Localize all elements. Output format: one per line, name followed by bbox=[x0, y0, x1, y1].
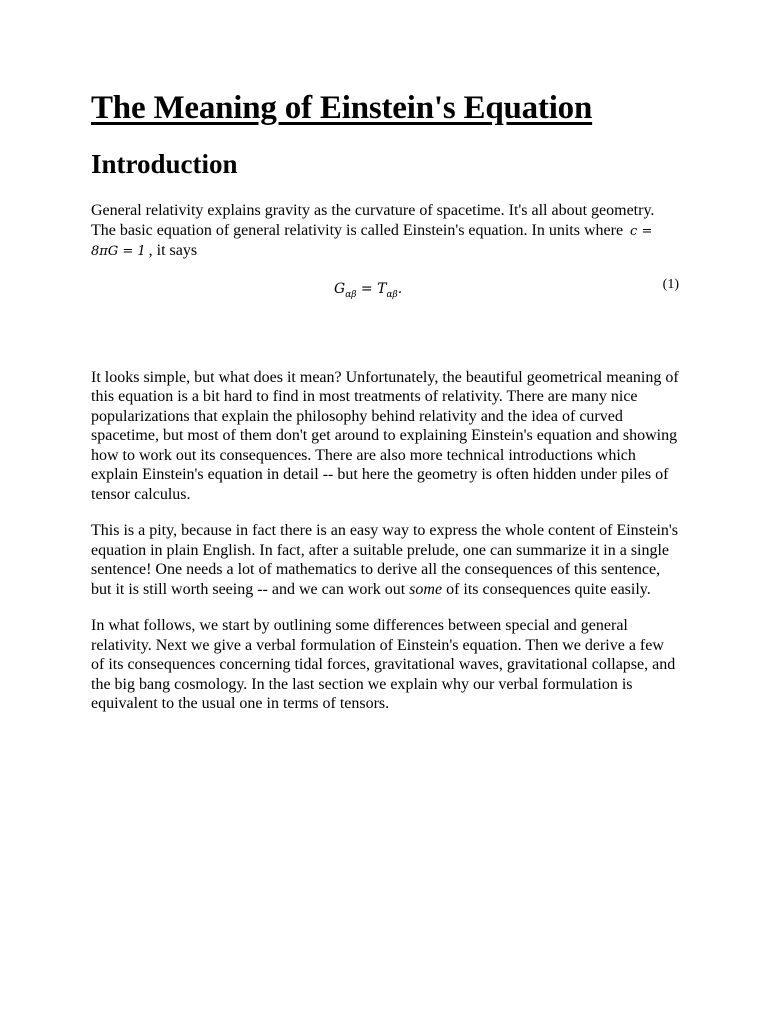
paragraph-meaning: It looks simple, but what does it mean? Unfortunately, the beautiful geometrical meaning of this equation is a bit hard to find in most treatments of relativity. There are many nice popularizations that explain the philosophy behind relativity and the idea of curved spacetime, but most of them don't get around to explaining Einstein's equation and showing how to work out its consequences. There are also more technical introductions which explain Einstein's equation in detail -- but here the geometry is often hidden under piles of tensor calculus. bbox=[91, 368, 679, 503]
paragraph-intro-text-b: , it says bbox=[148, 242, 198, 259]
equation-lhs: G bbox=[334, 280, 346, 297]
page-title: The Meaning of Einstein's Equation bbox=[91, 90, 593, 126]
equation-lhs-subscript: αβ bbox=[345, 289, 357, 300]
equation-block bbox=[91, 275, 681, 323]
paragraph-outline: In what follows, we start by outlining some differences between special and general relativity. Next we give a verbal formulation of Einstein's equation. Then we derive a few of its consequences concerning tidal forces, gravitational waves, gravitational collapse, and the big bang cosmology. In the last section we explain why our verbal formulation is equivalent to the usual one in terms of tensors. bbox=[91, 617, 676, 712]
paragraph-pity-text-b: of its consequences quite easily. bbox=[442, 580, 651, 598]
inline-math-units: c = 8πG = 1 bbox=[91, 223, 653, 259]
paragraph-pity bbox=[91, 521, 681, 599]
article-body bbox=[91, 201, 681, 731]
equation-rhs-subscript: αβ bbox=[386, 289, 398, 300]
paragraph-intro bbox=[91, 201, 681, 262]
einstein-equation: $G_{\alpha\beta} = T_{\alpha\beta}$. bbox=[334, 280, 403, 300]
paragraph-intro-text-a: General relativity explains gravity as the curvature of spacetime. It's all about geometry. The basic equation of general relativity is called Einstein's equation. In units where bbox=[91, 202, 655, 239]
paragraph-pity-text-a: This is a pity, because in fact there is an easy way to express the whole content of Einstein's equation in plain English. In fact, after a suitable prelude, one can summarize it in a single sentence! One needs a lot of mathematics to derive all the consequences of this sentence, but it is still worth seeing -- and we can work out bbox=[91, 522, 679, 598]
emphasis-some: some bbox=[409, 580, 443, 598]
equation-number: (1) bbox=[662, 276, 679, 292]
section-heading: Introduction bbox=[91, 149, 238, 179]
equation-rhs: T bbox=[377, 280, 387, 297]
